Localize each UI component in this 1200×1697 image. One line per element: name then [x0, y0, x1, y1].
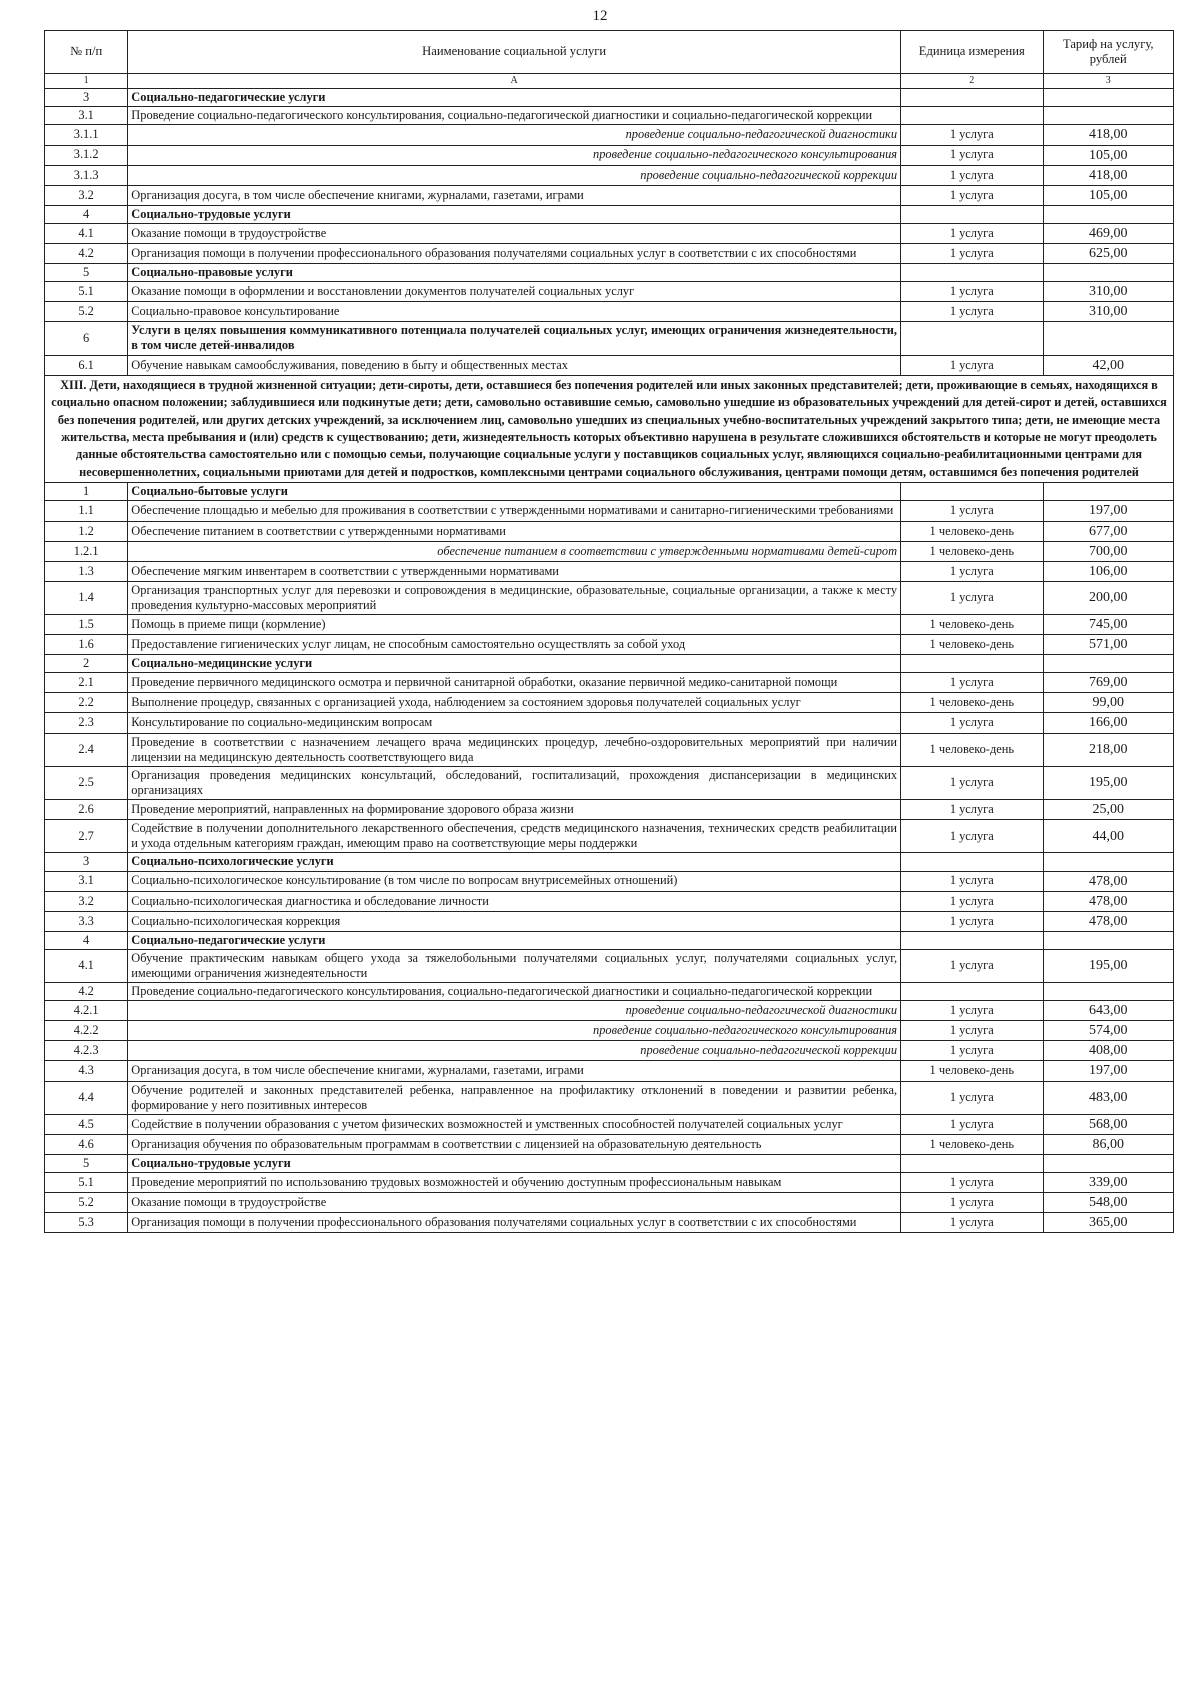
tariff-value: 478,00 [1043, 891, 1173, 911]
unit-of-measure: 1 услуга [901, 355, 1043, 375]
row-number: 5 [45, 264, 128, 282]
tariff-value: 548,00 [1043, 1193, 1173, 1213]
table-row [45, 521, 1174, 541]
table-row [45, 185, 1174, 205]
row-number: 2.3 [45, 713, 128, 733]
column-index-row [45, 74, 1174, 89]
table-row [45, 243, 1174, 263]
row-number: 4.2.3 [45, 1041, 128, 1061]
tariff-value: 44,00 [1043, 820, 1173, 853]
tariff-value: 106,00 [1043, 561, 1173, 581]
table-row [45, 800, 1174, 820]
table-row [45, 1021, 1174, 1041]
table-row [45, 1193, 1174, 1213]
row-number: 4.1 [45, 223, 128, 243]
service-name: Оказание помощи в трудоустройстве [128, 1193, 901, 1213]
service-name: Социально-трудовые услуги [128, 1154, 901, 1172]
unit-of-measure: 1 услуга [901, 1114, 1043, 1134]
table-row [45, 911, 1174, 931]
unit-of-measure [901, 322, 1043, 355]
row-number: 2.7 [45, 820, 128, 853]
section-row [45, 205, 1174, 223]
service-name: Социально-правовое консультирование [128, 302, 901, 322]
unit-of-measure: 1 человеко-день [901, 615, 1043, 635]
row-number: 3.1 [45, 107, 128, 125]
service-name: Обеспечение питанием в соответствии с утвержденными нормативами [128, 521, 901, 541]
unit-of-measure: 1 услуга [901, 1213, 1043, 1233]
table-row [45, 282, 1174, 302]
table-row [45, 891, 1174, 911]
section-row [45, 89, 1174, 107]
service-name: Выполнение процедур, связанных с организацией ухода, наблюдением за состоянием здоровья получателей социальных услуг [128, 693, 901, 713]
row-number: 2.1 [45, 673, 128, 693]
service-name: Социально-медицинские услуги [128, 655, 901, 673]
unit-of-measure: 1 услуга [901, 800, 1043, 820]
section-row [45, 483, 1174, 501]
service-name: Проведение социально-педагогического консультирования, социально-педагогической диагностики и социально-педагогической коррекции [128, 107, 901, 125]
table-row [45, 125, 1174, 145]
unit-of-measure [901, 931, 1043, 949]
tariff-value: 571,00 [1043, 635, 1173, 655]
unit-of-measure [901, 89, 1043, 107]
row-number: 4 [45, 205, 128, 223]
row-number: 3.3 [45, 911, 128, 931]
table-row [45, 1001, 1174, 1021]
service-name: Организация досуга, в том числе обеспечение книгами, журналами, газетами, играми [128, 185, 901, 205]
index-tariff: 3 [1043, 74, 1173, 89]
tariff-value [1043, 205, 1173, 223]
tariff-value: 86,00 [1043, 1134, 1173, 1154]
tariff-value: 574,00 [1043, 1021, 1173, 1041]
service-name: Оказание помощи в оформлении и восстановлении документов получателей социальных услуг [128, 282, 901, 302]
tariff-value [1043, 983, 1173, 1001]
service-name: Социально-психологические услуги [128, 853, 901, 871]
table-row [45, 766, 1174, 799]
row-number: 4.6 [45, 1134, 128, 1154]
table-row [45, 1041, 1174, 1061]
table-row [45, 501, 1174, 521]
row-number: 6 [45, 322, 128, 355]
row-number: 3.1.1 [45, 125, 128, 145]
section-row [45, 322, 1174, 355]
category-banner-row [45, 375, 1174, 483]
unit-of-measure: 1 человеко-день [901, 521, 1043, 541]
tariff-value: 197,00 [1043, 501, 1173, 521]
row-number: 4.2 [45, 983, 128, 1001]
row-number: 4.2 [45, 243, 128, 263]
header-col-num: № п/п [45, 31, 128, 74]
unit-of-measure: 1 услуга [901, 302, 1043, 322]
tariff-value [1043, 1154, 1173, 1172]
section-row [45, 1154, 1174, 1172]
table-header-row [45, 31, 1174, 74]
row-number: 1.1 [45, 501, 128, 521]
unit-of-measure: 1 услуга [901, 145, 1043, 165]
table-row [45, 302, 1174, 322]
table-row [45, 673, 1174, 693]
table-row [45, 145, 1174, 165]
unit-of-measure: 1 услуга [901, 949, 1043, 982]
service-name: проведение социально-педагогической коррекции [128, 1041, 901, 1061]
tariff-value: 418,00 [1043, 125, 1173, 145]
row-number: 1 [45, 483, 128, 501]
tariff-value: 200,00 [1043, 581, 1173, 614]
tariff-value [1043, 107, 1173, 125]
table-row [45, 541, 1174, 561]
table-row [45, 949, 1174, 982]
unit-of-measure: 1 услуга [901, 1193, 1043, 1213]
tariff-value: 195,00 [1043, 949, 1173, 982]
service-name: Социально-бытовые услуги [128, 483, 901, 501]
tariff-value: 469,00 [1043, 223, 1173, 243]
service-name: Помощь в приеме пищи (кормление) [128, 615, 901, 635]
table-row [45, 635, 1174, 655]
service-name: Проведение в соответствии с назначением лечащего врача медицинских процедур, лечебно-оздоровительных мероприятий при наличии лицензии на медицинскую деятельность соответствующего вида [128, 733, 901, 766]
header-col-tariff: Тариф на услугу, рублей [1043, 31, 1173, 74]
row-number: 3.2 [45, 891, 128, 911]
tariff-value [1043, 89, 1173, 107]
tariff-value: 418,00 [1043, 165, 1173, 185]
tariff-value: 99,00 [1043, 693, 1173, 713]
row-number: 4.3 [45, 1061, 128, 1081]
row-number: 4.4 [45, 1081, 128, 1114]
service-name: Обеспечение площадью и мебелью для проживания в соответствии с утвержденными нормативами и санитарно-гигиеническими требованиями [128, 501, 901, 521]
service-name: Проведение социально-педагогического консультирования, социально-педагогической диагностики и социально-педагогической коррекции [128, 983, 901, 1001]
unit-of-measure: 1 услуга [901, 871, 1043, 891]
row-number: 1.3 [45, 561, 128, 581]
service-name: Социально-психологическая диагностика и обследование личности [128, 891, 901, 911]
table-row [45, 581, 1174, 614]
row-number: 2 [45, 655, 128, 673]
unit-of-measure: 1 услуга [901, 561, 1043, 581]
service-name: проведение социально-педагогического консультирования [128, 145, 901, 165]
table-row [45, 355, 1174, 375]
tariff-value: 745,00 [1043, 615, 1173, 635]
unit-of-measure: 1 услуга [901, 165, 1043, 185]
row-number: 5.3 [45, 1213, 128, 1233]
service-name: Организация проведения медицинских консультаций, обследований, госпитализаций, прохождения диспансеризации в медицинских организациях [128, 766, 901, 799]
index-num: 1 [45, 74, 128, 89]
table-row [45, 223, 1174, 243]
row-number: 4.2.1 [45, 1001, 128, 1021]
row-number: 1.6 [45, 635, 128, 655]
unit-of-measure [901, 264, 1043, 282]
row-number: 5.1 [45, 282, 128, 302]
unit-of-measure: 1 услуга [901, 1021, 1043, 1041]
tariff-value: 408,00 [1043, 1041, 1173, 1061]
unit-of-measure: 1 услуга [901, 185, 1043, 205]
row-number: 3.2 [45, 185, 128, 205]
unit-of-measure: 1 услуга [901, 713, 1043, 733]
service-name: Обеспечение мягким инвентарем в соответствии с утвержденными нормативами [128, 561, 901, 581]
tariff-value [1043, 853, 1173, 871]
rows-group-b [45, 483, 1174, 1233]
tariff-table [44, 30, 1174, 1233]
tariff-value: 197,00 [1043, 1061, 1173, 1081]
table-row [45, 733, 1174, 766]
tariff-value: 42,00 [1043, 355, 1173, 375]
row-number: 4.5 [45, 1114, 128, 1134]
service-name: проведение социально-педагогического консультирования [128, 1021, 901, 1041]
unit-of-measure: 1 услуга [901, 223, 1043, 243]
unit-of-measure: 1 услуга [901, 820, 1043, 853]
unit-of-measure [901, 205, 1043, 223]
tariff-value: 365,00 [1043, 1213, 1173, 1233]
section-row [45, 853, 1174, 871]
unit-of-measure: 1 услуга [901, 766, 1043, 799]
unit-of-measure [901, 655, 1043, 673]
table-row [45, 1173, 1174, 1193]
table-row [45, 561, 1174, 581]
table-row [45, 165, 1174, 185]
row-number: 4 [45, 931, 128, 949]
tariff-value: 568,00 [1043, 1114, 1173, 1134]
unit-of-measure: 1 человеко-день [901, 1134, 1043, 1154]
table-row [45, 107, 1174, 125]
banner-group [45, 375, 1174, 483]
unit-of-measure: 1 услуга [901, 581, 1043, 614]
service-name: Организация обучения по образовательным программам в соответствии с лицензией на образовательную деятельность [128, 1134, 901, 1154]
service-name: Социально-психологическое консультирование (в том числе по вопросам внутрисемейных отношений) [128, 871, 901, 891]
tariff-value: 310,00 [1043, 282, 1173, 302]
table-row [45, 1061, 1174, 1081]
section-row [45, 264, 1174, 282]
service-name: Услуги в целях повышения коммуникативного потенциала получателей социальных услуг, имеющих ограничения жизнедеятельности, в том числе детей-инвалидов [128, 322, 901, 355]
service-name: Проведение мероприятий по использованию трудовых возможностей и обучению доступным профессиональным навыкам [128, 1173, 901, 1193]
section-row [45, 655, 1174, 673]
service-name: Организация помощи в получении профессионального образования получателями социальных услуг в соответствии с их способностями [128, 1213, 901, 1233]
unit-of-measure: 1 услуга [901, 1173, 1043, 1193]
unit-of-measure: 1 человеко-день [901, 635, 1043, 655]
tariff-value [1043, 322, 1173, 355]
service-name: Содействие в получении образования с учетом физических возможностей и умственных способностей получателей социальных услуг [128, 1114, 901, 1134]
tariff-value [1043, 264, 1173, 282]
unit-of-measure [901, 107, 1043, 125]
tariff-value [1043, 483, 1173, 501]
unit-of-measure [901, 853, 1043, 871]
row-number: 4.1 [45, 949, 128, 982]
tariff-value: 195,00 [1043, 766, 1173, 799]
table-row [45, 1081, 1174, 1114]
unit-of-measure: 1 человеко-день [901, 693, 1043, 713]
row-number: 6.1 [45, 355, 128, 375]
table-row [45, 693, 1174, 713]
row-number: 3 [45, 853, 128, 871]
unit-of-measure: 1 услуга [901, 125, 1043, 145]
row-number: 3 [45, 89, 128, 107]
row-number: 2.4 [45, 733, 128, 766]
service-name: Проведение мероприятий, направленных на формирование здорового образа жизни [128, 800, 901, 820]
service-name: Предоставление гигиенических услуг лицам, не способным самостоятельно осуществлять за собой уход [128, 635, 901, 655]
tariff-value: 166,00 [1043, 713, 1173, 733]
header-col-unit: Единица измерения [901, 31, 1043, 74]
table-row [45, 1213, 1174, 1233]
table-row [45, 615, 1174, 635]
service-name: Проведение первичного медицинского осмотра и первичной санитарной обработки, оказание первичной медико-санитарной помощи [128, 673, 901, 693]
row-number: 2.2 [45, 693, 128, 713]
tariff-value: 339,00 [1043, 1173, 1173, 1193]
service-name: Оказание помощи в трудоустройстве [128, 223, 901, 243]
tariff-value: 218,00 [1043, 733, 1173, 766]
row-number: 3.1 [45, 871, 128, 891]
index-unit: 2 [901, 74, 1043, 89]
row-number: 2.6 [45, 800, 128, 820]
row-number: 5 [45, 1154, 128, 1172]
rows-group-a [45, 89, 1174, 375]
table-row [45, 1134, 1174, 1154]
unit-of-measure: 1 услуга [901, 501, 1043, 521]
row-number: 5.1 [45, 1173, 128, 1193]
service-name: Обучение родителей и законных представителей ребенка, направленное на профилактику отклонений в поведении и развитии ребенка, формирование у него позитивных интересов [128, 1081, 901, 1114]
service-name: Социально-правовые услуги [128, 264, 901, 282]
unit-of-measure: 1 человеко-день [901, 733, 1043, 766]
tariff-value [1043, 655, 1173, 673]
tariff-value: 25,00 [1043, 800, 1173, 820]
service-name: проведение социально-педагогической диагностики [128, 125, 901, 145]
table-row [45, 713, 1174, 733]
tariff-value [1043, 931, 1173, 949]
header-col-name: Наименование социальной услуги [128, 31, 901, 74]
row-number: 3.1.3 [45, 165, 128, 185]
row-number: 3.1.2 [45, 145, 128, 165]
tariff-value: 478,00 [1043, 911, 1173, 931]
tariff-value: 700,00 [1043, 541, 1173, 561]
row-number: 5.2 [45, 1193, 128, 1213]
unit-of-measure [901, 983, 1043, 1001]
tariff-value: 105,00 [1043, 145, 1173, 165]
service-name: Социально-психологическая коррекция [128, 911, 901, 931]
table-row [45, 820, 1174, 853]
row-number: 1.5 [45, 615, 128, 635]
table-row [45, 983, 1174, 1001]
table-row [45, 1114, 1174, 1134]
service-name: обеспечение питанием в соответствии с утвержденными нормативами детей-сирот [128, 541, 901, 561]
tariff-value: 478,00 [1043, 871, 1173, 891]
index-name: А [128, 74, 901, 89]
tariff-value: 625,00 [1043, 243, 1173, 263]
service-name: Обучение практическим навыкам общего ухода за тяжелобольными получателями социальных услуг, получателями социальных услуг, имеющими ограничения жизнедеятельности [128, 949, 901, 982]
unit-of-measure: 1 услуга [901, 1081, 1043, 1114]
page-number: 12 [592, 8, 608, 24]
unit-of-measure: 1 услуга [901, 243, 1043, 263]
tariff-value: 310,00 [1043, 302, 1173, 322]
category-banner: XIII. Дети, находящиеся в трудной жизненной ситуации; дети-сироты, дети, оставшиеся без попечения родителей или иных законных представителей; дети, проживающие в семьях, находящихся в социально опасном положении; заблудившиеся или подкинутые дети; дети, самовольно оставившие семью, самовольно ушедшие из образовательных учреждений для детей-сирот и детей, оставшихся без попечения родителей, или других детских учреждений, за исключением лиц, самовольно ушедших из специальных учебно-воспитательных учреждений закрытого типа; дети, не имеющие места жительства, места пребывания и (или) средств к существованию; дети, жизнедеятельность которых объективно нарушена в результате сложившихся обстоятельств и которые не могут преодолеть данные обстоятельства самостоятельно или с помощью семьи, получающие социальные услуги у поставщиков социальных услуг, являющихся социально-реабилитационными центрами для несовершеннолетних, социальными приютами для детей и подростков, комплексными центрами социального обслуживания, центрами помощи детям, оставшимся без попечения родителей [45, 375, 1174, 483]
unit-of-measure: 1 человеко-день [901, 541, 1043, 561]
service-name: проведение социально-педагогической диагностики [128, 1001, 901, 1021]
tariff-value: 105,00 [1043, 185, 1173, 205]
service-name: Обучение навыкам самообслуживания, поведению в быту и общественных местах [128, 355, 901, 375]
tariff-value: 643,00 [1043, 1001, 1173, 1021]
table-row [45, 871, 1174, 891]
unit-of-measure: 1 человеко-день [901, 1061, 1043, 1081]
tariff-value: 483,00 [1043, 1081, 1173, 1114]
service-name: Содействие в получении дополнительного лекарственного обеспечения, средств медицинского назначения, технических средств реабилитации и ухода отдельным категориям граждан, имеющим право на соответствующие меры поддержки [128, 820, 901, 853]
service-name: Консультирование по социально-медицинским вопросам [128, 713, 901, 733]
unit-of-measure [901, 1154, 1043, 1172]
service-name: Организация досуга, в том числе обеспечение книгами, журналами, газетами, играми [128, 1061, 901, 1081]
unit-of-measure [901, 483, 1043, 501]
unit-of-measure: 1 услуга [901, 1041, 1043, 1061]
row-number: 1.2 [45, 521, 128, 541]
tariff-value: 677,00 [1043, 521, 1173, 541]
row-number: 1.2.1 [45, 541, 128, 561]
row-number: 2.5 [45, 766, 128, 799]
unit-of-measure: 1 услуга [901, 673, 1043, 693]
service-name: Социально-педагогические услуги [128, 89, 901, 107]
unit-of-measure: 1 услуга [901, 1001, 1043, 1021]
service-name: Социально-педагогические услуги [128, 931, 901, 949]
section-row [45, 931, 1174, 949]
service-name: Организация транспортных услуг для перевозки и сопровождения в медицинские, образовательные, социальные организации, а также к месту проведения культурно-массовых мероприятий [128, 581, 901, 614]
service-name: Организация помощи в получении профессионального образования получателями социальных услуг в соответствии с их способностями [128, 243, 901, 263]
tariff-value: 769,00 [1043, 673, 1173, 693]
row-number: 5.2 [45, 302, 128, 322]
unit-of-measure: 1 услуга [901, 891, 1043, 911]
row-number: 4.2.2 [45, 1021, 128, 1041]
unit-of-measure: 1 услуга [901, 282, 1043, 302]
row-number: 1.4 [45, 581, 128, 614]
service-name: проведение социально-педагогической коррекции [128, 165, 901, 185]
service-name: Социально-трудовые услуги [128, 205, 901, 223]
unit-of-measure: 1 услуга [901, 911, 1043, 931]
